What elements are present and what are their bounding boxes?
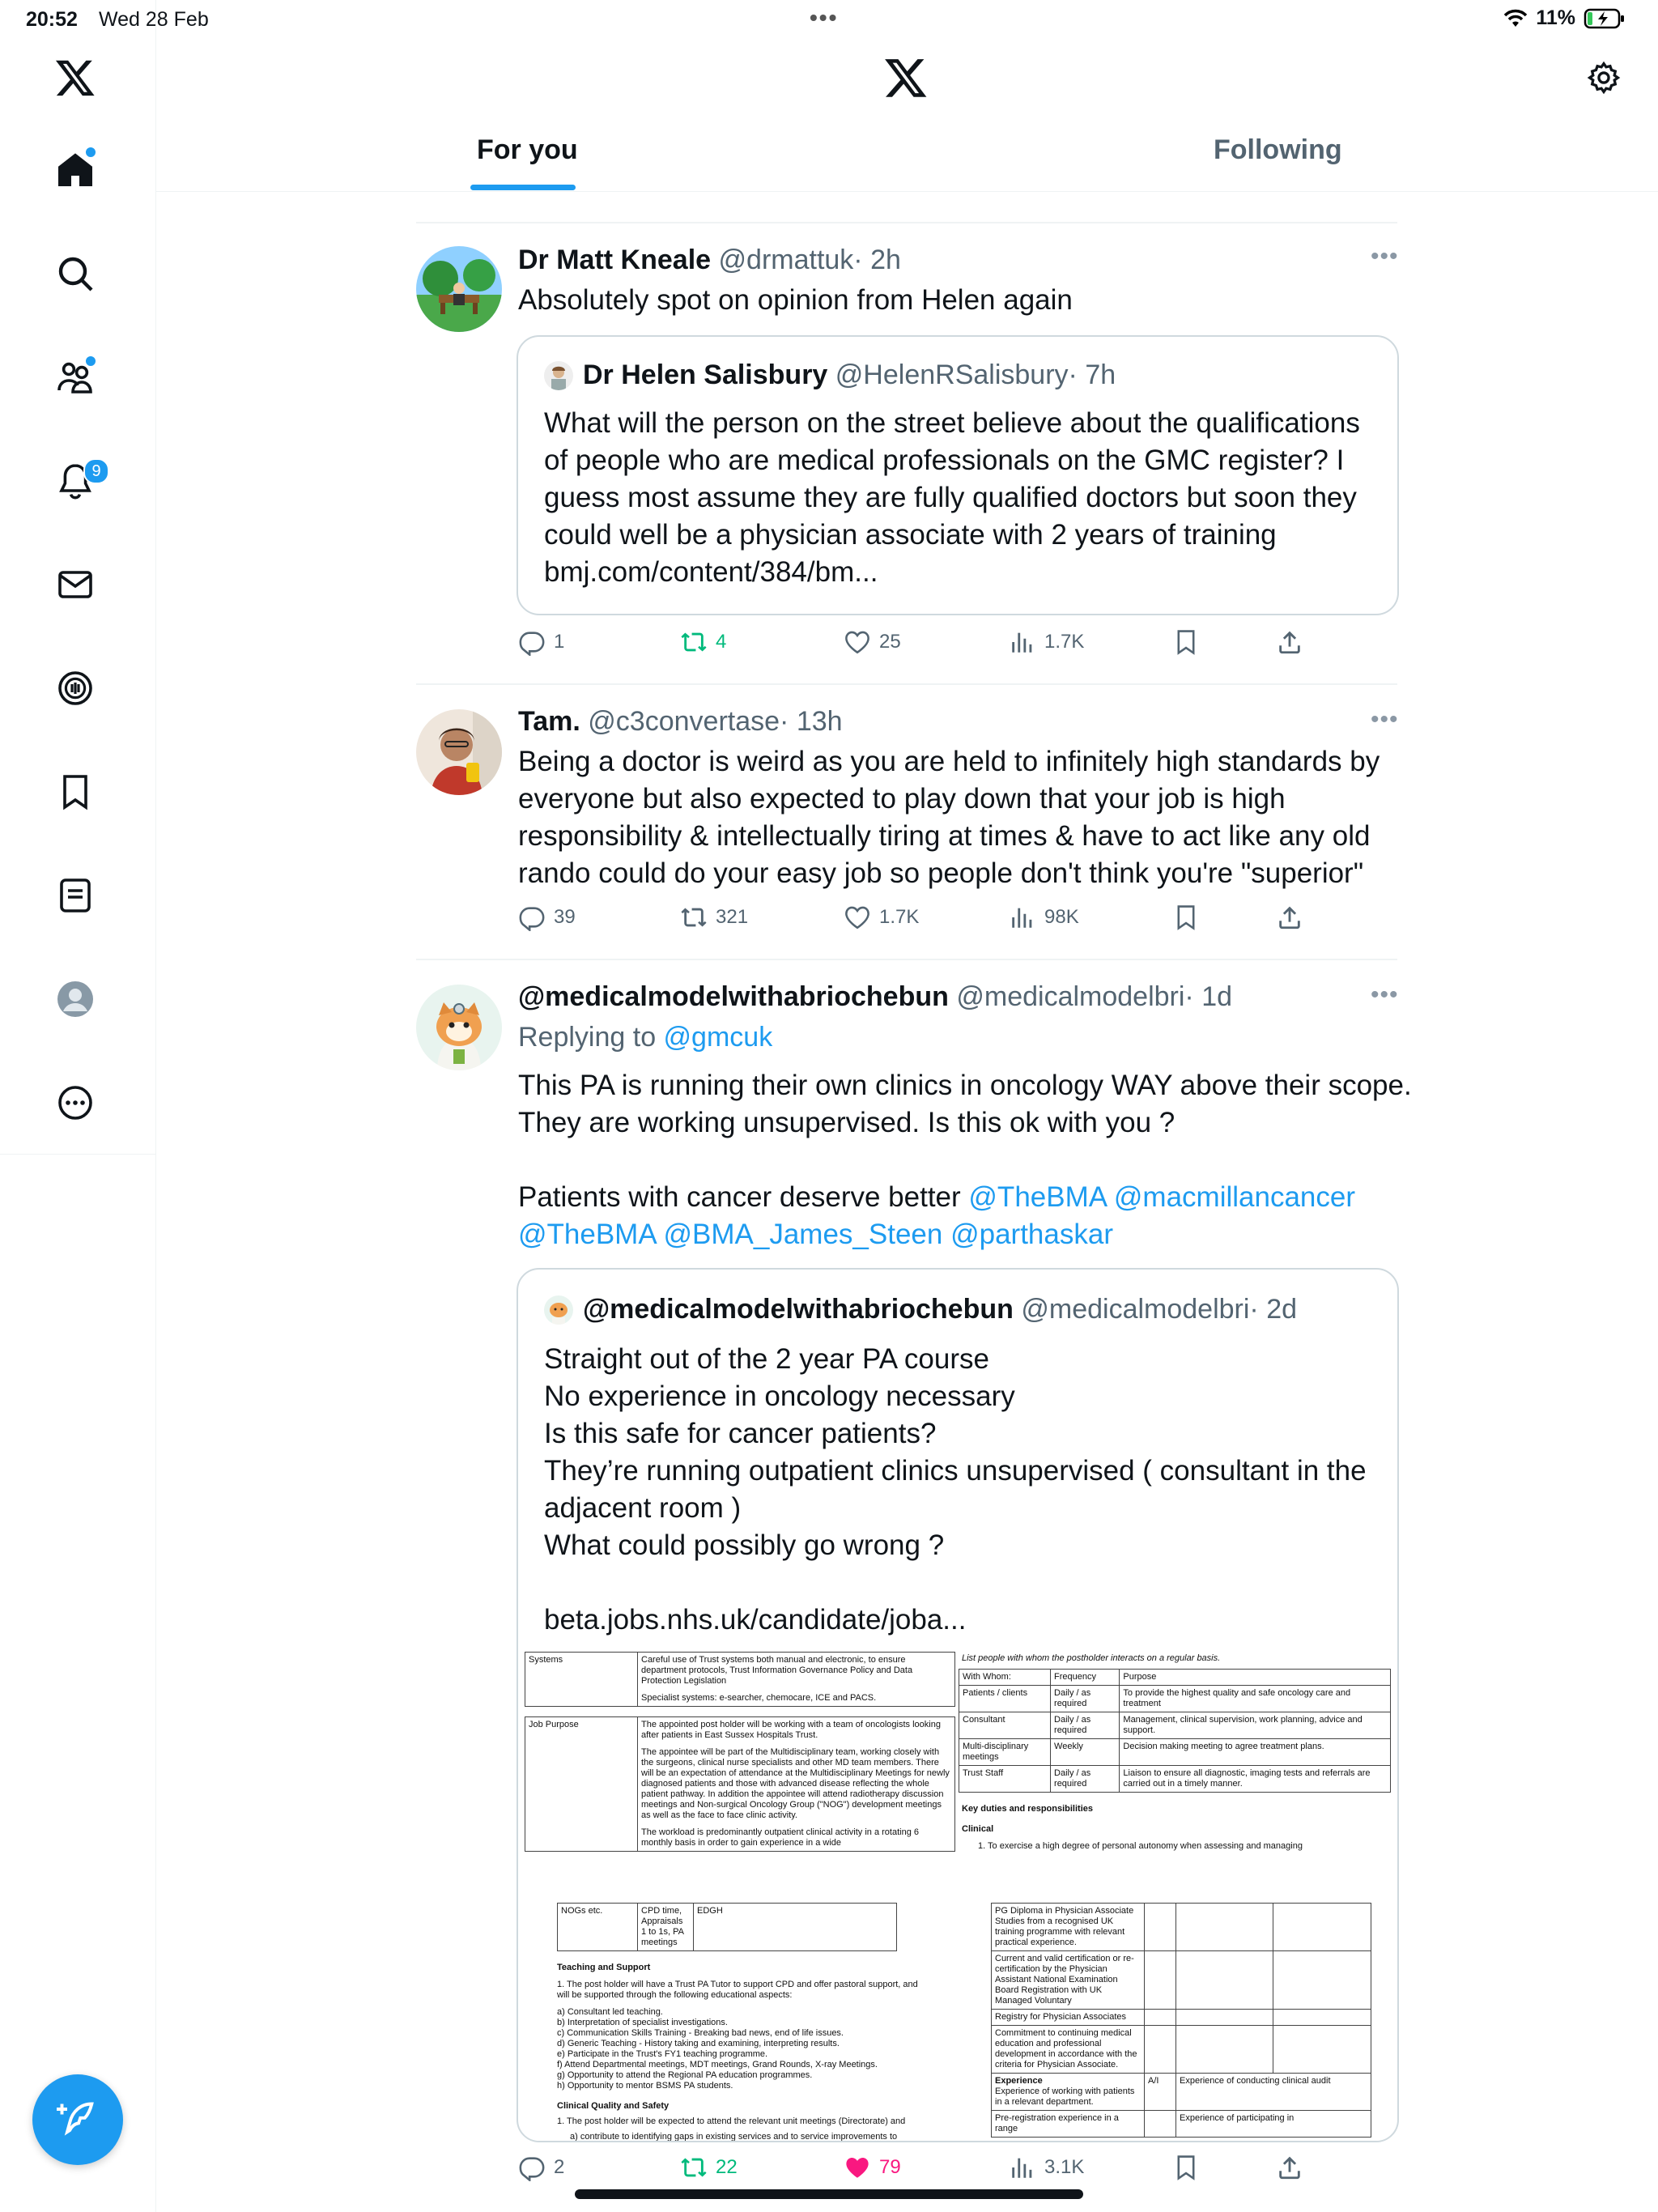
doc-cell — [1176, 1951, 1273, 2010]
tweet-actions — [518, 904, 1328, 939]
tweet-time[interactable]: · 1d — [1184, 981, 1233, 1012]
sidebar — [0, 0, 156, 2212]
doc-text: The appointed post holder will be working with a team of oncologists looking after patients in East Sussex Hospitals Trust. — [641, 1720, 941, 1740]
doc-cell: Multi-disciplinary meetings — [959, 1739, 1051, 1766]
doc-cell: Patients / clients — [959, 1686, 1051, 1712]
quote-header — [583, 1294, 1297, 1325]
share-button[interactable] — [1276, 628, 1303, 656]
quote-time: · 2d — [1249, 1294, 1298, 1325]
doc-cell: Trust Staff — [959, 1766, 1051, 1793]
share-icon — [1276, 628, 1303, 656]
replying-to-label: Replying to — [518, 1022, 664, 1053]
tweet-time[interactable]: · 13h — [780, 706, 843, 737]
like-count: 1.7K — [879, 906, 920, 928]
nav-more[interactable] — [35, 1062, 116, 1143]
home-unread-dot — [84, 146, 97, 159]
tweet-text-line: This PA is running their own clinics in oncology WAY above their scope. — [518, 1070, 1412, 1101]
quote-text: What will the person on the street believe about the qualifications of people who are medical professionals on the GMC register? I guess most assume they are fully qualified doctors but soon they could well be a physician associate with 2 years of training bmj.com/content/384/bm... — [544, 407, 1360, 588]
tweet-time[interactable]: · 2h — [853, 245, 901, 275]
quote-author-name: @medicalmodelwithabriochebun — [583, 1294, 1014, 1325]
doc-cell — [638, 1707, 955, 1717]
replying-to — [518, 1022, 772, 1053]
reply-icon — [518, 2154, 546, 2181]
doc-cell — [1176, 2010, 1273, 2026]
doc-cell — [1273, 1951, 1371, 2010]
mention-link[interactable]: @parthaskar — [950, 1219, 1113, 1250]
doc-cell: Management, clinical supervision, work planning, advice and support. — [1120, 1712, 1391, 1739]
quote-author-handle: @HelenRSalisbury — [835, 359, 1069, 390]
tweet-actions — [518, 628, 1328, 664]
more-options-icon[interactable]: ••• — [1371, 243, 1399, 270]
doc-list — [557, 2007, 923, 2091]
search-icon — [56, 254, 95, 293]
doc-cell: EDGH — [694, 1904, 897, 1951]
doc-cell — [638, 1717, 955, 1852]
quote-tweet[interactable] — [517, 1268, 1399, 2142]
doc-text: The workload is predominantly outpatient clinical activity in a rotating 6 monthly basis in order to gain experience in a wide — [641, 1827, 920, 1848]
tweet-text-line — [518, 1216, 1412, 1253]
nav-spaces[interactable] — [35, 648, 116, 729]
multitasking-dots-icon[interactable]: ••• — [810, 5, 839, 30]
tweet-text: Being a doctor is weird as you are held to infinitely high standards by everyone but also expected to play down that your job is high responsibility & intellectually tiring at times & have to act like any old rando could do your easy job so people don't think you're "superior" — [518, 746, 1380, 889]
doc-cell: With Whom: — [959, 1670, 1051, 1686]
doc-heading: Key duties and responsibilities — [962, 1804, 1093, 1814]
doc-cell: Current and valid certification or re-certification by the Physician Assistant National Examination Board Registration with UK Managed Voluntary — [992, 1951, 1145, 2010]
doc-cell: Pre-registration experience in a range — [992, 2111, 1145, 2138]
doc-cell: Weekly — [1051, 1739, 1120, 1766]
settings-gear-icon[interactable] — [1586, 60, 1622, 100]
doc-cell — [1176, 2026, 1273, 2074]
doc-cell: Daily / as required — [1051, 1686, 1120, 1712]
views-bars-icon — [1009, 2154, 1036, 2181]
doc-text: List people with whom the postholder interacts on a regular basis. — [962, 1653, 1221, 1663]
views-bars-icon — [1009, 904, 1036, 931]
repost-icon — [680, 904, 708, 931]
wifi-icon — [1503, 9, 1528, 28]
doc-cell — [992, 2074, 1145, 2111]
quote-author-name: Dr Helen Salisbury — [583, 359, 828, 390]
author-handle[interactable]: @c3convertase — [588, 706, 780, 737]
doc-text: Careful use of Trust systems both manual and electronic, to ensure department protocols, Trust Information Governance Policy and Data Protection Legislation — [641, 1655, 913, 1686]
doc-cell: Systems — [525, 1653, 638, 1707]
more-options-icon[interactable]: ••• — [1371, 706, 1399, 733]
doc-cell — [1145, 2111, 1176, 2138]
doc-list-item: a) Consultant led teaching. — [557, 2007, 663, 2017]
reply-button[interactable] — [518, 2154, 564, 2181]
notifications-badge: 9 — [83, 458, 109, 484]
doc-cell: Frequency — [1051, 1670, 1120, 1686]
status-right — [1503, 6, 1626, 30]
tweet-header — [518, 981, 1232, 1013]
doc-cell — [1273, 1904, 1371, 1951]
views-button[interactable] — [1009, 2154, 1084, 2181]
doc-cell: Experience of conducting clinical audit — [1176, 2074, 1371, 2111]
tweet-divider — [416, 683, 1397, 685]
share-icon — [1276, 2154, 1303, 2181]
nav-bookmarks[interactable] — [35, 751, 116, 832]
repost-icon — [680, 2154, 708, 2181]
doc-text: a) contribute to identifying gaps in existing services and to service improvements to — [570, 2132, 898, 2141]
lists-icon — [56, 876, 95, 915]
doc-cell — [1273, 2026, 1371, 2074]
replying-to-mention[interactable]: @gmcuk — [663, 1022, 773, 1053]
doc-cell — [638, 1653, 955, 1707]
doc-cell: A/I — [1145, 2074, 1176, 2111]
doc-cell: Daily / as required — [1051, 1766, 1120, 1793]
doc-heading: Clinical — [962, 1824, 994, 1834]
doc-cell: NOGs etc. — [558, 1904, 638, 1951]
doc-cell: Purpose — [1120, 1670, 1391, 1686]
document-image[interactable] — [525, 1652, 955, 1899]
reply-button[interactable] — [518, 628, 564, 656]
tweet-text — [518, 1067, 1412, 1253]
doc-cell — [1145, 2010, 1176, 2026]
doc-text: Experience of working with patients in a relevant department. — [995, 2087, 1135, 2107]
doc-cell: CPD time, Appraisals 1 to 1s, PA meetings — [638, 1904, 694, 1951]
home-indicator[interactable] — [575, 2189, 1083, 2199]
tweet-text: Absolutely spot on opinion from Helen again — [518, 284, 1073, 316]
like-count: 25 — [879, 631, 901, 653]
doc-list-item: c) Communication Skills Training - Breaking bad news, end of life issues. — [557, 2028, 844, 2038]
heart-icon — [844, 904, 871, 931]
repost-count: 4 — [716, 631, 727, 653]
share-button[interactable] — [1276, 2154, 1303, 2181]
doc-cell: Experience of participating in — [1176, 2111, 1371, 2138]
repost-button[interactable] — [680, 628, 726, 656]
reply-button[interactable] — [518, 904, 576, 931]
tab-following[interactable]: Following — [1214, 134, 1342, 165]
document-image[interactable] — [959, 1652, 1391, 1899]
views-bars-icon — [1009, 628, 1036, 656]
more-options-icon[interactable]: ••• — [1371, 981, 1399, 1008]
nav-explore[interactable] — [35, 233, 116, 314]
doc-cell — [1176, 1904, 1273, 1951]
reply-count: 39 — [554, 906, 576, 928]
quote-author-handle: @medicalmodelbri — [1021, 1294, 1250, 1325]
author-name[interactable]: Tam. — [518, 706, 580, 737]
blank-line — [518, 1142, 1412, 1179]
avatar[interactable] — [416, 709, 502, 795]
avatar[interactable] — [416, 985, 502, 1070]
doc-cell — [1145, 2026, 1176, 2074]
like-button[interactable] — [844, 628, 901, 656]
document-image[interactable] — [959, 1903, 1391, 2141]
document-image[interactable] — [525, 1903, 955, 2141]
tweet-divider — [416, 959, 1397, 960]
tab-for-you[interactable]: For you — [477, 134, 578, 165]
battery-percent: 11% — [1536, 6, 1575, 29]
tweet-header — [518, 706, 843, 738]
bookmark-icon — [56, 772, 95, 811]
quote-tweet[interactable] — [517, 335, 1399, 615]
doc-text: Experience — [995, 2076, 1043, 2086]
bookmark-icon — [1172, 2154, 1200, 2181]
tweet-text-segment: Patients with cancer deserve better — [518, 1181, 969, 1213]
top-header — [156, 37, 1658, 192]
nav-communities[interactable] — [35, 337, 116, 418]
nav-profile[interactable] — [35, 959, 116, 1040]
status-bar — [0, 0, 1658, 37]
reply-count: 2 — [554, 2156, 565, 2178]
doc-list-item: h) Opportunity to mentor BSMS PA students. — [557, 2081, 733, 2091]
views-button[interactable] — [1009, 628, 1084, 656]
like-button[interactable] — [844, 2154, 901, 2181]
communities-unread-dot — [84, 355, 97, 368]
doc-text: The appointee will be part of the Multidisciplinary team, working closely with the surgeons, clinical nurse specialists and other MD team members. There will be an expectation of attendance at the Multidisciplinary Meetings for newly diagnosed patients and those with advanced disease reflecting the whole patient pathway. In addition the appointee will attend radiotherapy discussion meetings and Non-surgical Oncology Group ("NOG") development meetings as well as the face to face clinic activity. — [641, 1747, 950, 1820]
bookmark-icon — [1172, 628, 1200, 656]
tweet-text-line — [518, 1179, 1412, 1216]
doc-list-item: d) Generic Teaching - History taking and examining, interpreting results. — [557, 2039, 840, 2048]
profile-avatar-icon — [56, 980, 95, 1019]
active-tab-indicator — [470, 185, 576, 190]
quote-time: · 7h — [1068, 359, 1116, 390]
doc-cell: Decision making meeting to agree treatment plans. — [1120, 1739, 1391, 1766]
quote-avatar — [544, 1295, 573, 1325]
status-date: Wed 28 Feb — [99, 8, 209, 31]
tweet-header — [518, 245, 901, 276]
view-count: 1.7K — [1044, 631, 1085, 653]
doc-heading: Teaching and Support — [557, 1963, 651, 1972]
repost-icon — [680, 628, 708, 656]
nav-lists[interactable] — [35, 855, 116, 936]
doc-heading: Clinical Quality and Safety — [557, 2101, 670, 2111]
compose-button[interactable] — [32, 2074, 123, 2165]
author-name[interactable]: Dr Matt Kneale — [518, 245, 712, 275]
doc-cell — [525, 1707, 638, 1717]
mention-link[interactable]: @TheBMA — [968, 1181, 1107, 1213]
repost-count: 22 — [716, 2156, 738, 2178]
doc-cell: Liaison to ensure all diagnostic, imaging tests and referrals are carried out in a timely manner. — [1120, 1766, 1391, 1793]
doc-cell — [1273, 2010, 1371, 2026]
doc-text: 1. To exercise a high degree of personal autonomy when assessing and managing — [978, 1841, 1303, 1851]
author-handle[interactable]: @drmattuk — [718, 245, 854, 275]
author-handle[interactable]: @medicalmodelbri — [956, 981, 1185, 1012]
quote-text: Straight out of the 2 year PA course No experience in oncology necessary Is this safe for cancer patients? They’re running outpatient clinics unsupervised ( consultant in the adjacent room ) What could possibly go wrong ? beta.jobs.nhs.uk/candidate/joba... — [544, 1343, 1367, 1636]
tweet-text-line: They are working unsupervised. Is this ok with you ? — [518, 1107, 1175, 1138]
like-button[interactable] — [844, 904, 919, 931]
mail-icon — [56, 565, 95, 604]
doc-list-item: b) Interpretation of specialist investigations. — [557, 2018, 728, 2027]
tweet-actions — [518, 2154, 1328, 2189]
mention-link[interactable]: @TheBMA — [518, 1219, 656, 1250]
doc-list-item: f) Attend Departmental meetings, MDT meetings, Grand Rounds, X-ray Meetings. — [557, 2060, 878, 2069]
status-time: 20:52 — [26, 8, 78, 31]
reply-icon — [518, 628, 546, 656]
reply-count: 1 — [554, 631, 565, 653]
mention-link[interactable]: @macmillancancer — [1113, 1181, 1356, 1213]
repost-button[interactable] — [680, 904, 748, 931]
heart-filled-icon — [844, 2154, 871, 2181]
doc-cell: PG Diploma in Physician Associate Studies from a recognised UK training programme with relevant practical experience. — [992, 1904, 1145, 1951]
view-count: 3.1K — [1044, 2156, 1085, 2178]
x-logo-icon[interactable] — [35, 37, 116, 118]
sidebar-divider — [0, 1154, 155, 1155]
nav-messages[interactable] — [35, 544, 116, 625]
share-icon — [1276, 904, 1303, 931]
bookmark-icon — [1172, 904, 1200, 931]
compose-feather-icon — [57, 2099, 99, 2141]
doc-cell: Daily / as required — [1051, 1712, 1120, 1739]
view-count: 98K — [1044, 906, 1079, 928]
spaces-icon — [56, 669, 95, 708]
doc-cell — [1145, 1951, 1176, 2010]
nav-home[interactable] — [35, 130, 116, 211]
quote-header — [583, 359, 1116, 391]
doc-cell: To provide the highest quality and safe oncology care and treatment — [1120, 1686, 1391, 1712]
views-button[interactable] — [1009, 904, 1079, 931]
doc-cell: Registry for Physician Associates — [992, 2010, 1145, 2026]
doc-list-item: e) Participate in the Trust's FY1 teaching programme. — [557, 2049, 768, 2059]
reply-icon — [518, 904, 546, 931]
repost-button[interactable] — [680, 2154, 738, 2181]
like-count: 79 — [879, 2156, 901, 2178]
doc-text: 1. The post holder will be expected to attend the relevant unit meetings (Directorate) and — [557, 2116, 906, 2126]
bookmark-button[interactable] — [1172, 904, 1200, 931]
heart-icon — [844, 628, 871, 656]
doc-cell — [1145, 1904, 1176, 1951]
doc-cell: Job Purpose — [525, 1717, 638, 1852]
bookmark-button[interactable] — [1172, 2154, 1200, 2181]
repost-count: 321 — [716, 906, 749, 928]
share-button[interactable] — [1276, 904, 1303, 931]
more-circle-icon — [56, 1083, 95, 1122]
doc-text: Specialist systems: e-searcher, chemocare, ICE and PACS. — [641, 1693, 877, 1703]
quote-avatar — [544, 361, 573, 390]
avatar[interactable] — [416, 246, 502, 332]
doc-text: 1. The post holder will have a Trust PA Tutor to support CPD and offer pastoral support, and will be supported through the following educational aspects: — [557, 1980, 918, 2000]
doc-cell: Commitment to continuing medical education and professional development in accordance with the criteria for Physician Associate. — [992, 2026, 1145, 2074]
doc-cell: Consultant — [959, 1712, 1051, 1739]
mention-link[interactable]: @BMA_James_Steen — [663, 1219, 943, 1250]
battery-charging-icon — [1584, 7, 1626, 30]
author-name[interactable]: @medicalmodelwithabriochebun — [518, 981, 949, 1012]
doc-list-item: g) Opportunity to attend the Regional PA education programmes. — [557, 2070, 813, 2080]
x-header-logo-icon — [883, 55, 929, 104]
tweet-divider — [416, 222, 1397, 223]
bookmark-button[interactable] — [1172, 628, 1200, 656]
